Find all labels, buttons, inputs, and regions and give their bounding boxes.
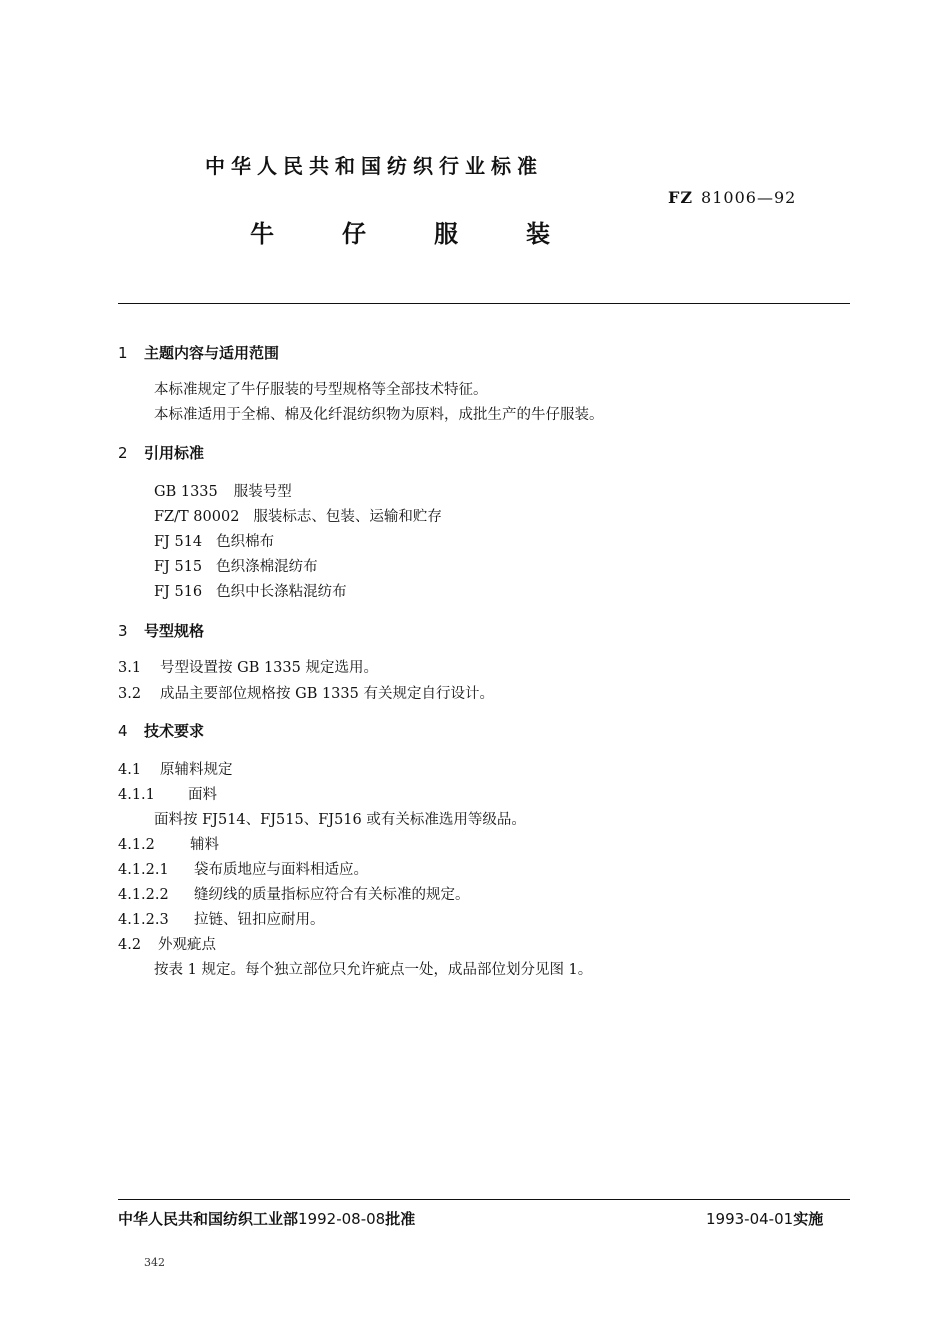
standard-code [668, 188, 796, 207]
reference-item: GB 1335 服装号型 [154, 484, 292, 500]
paragraph: 本标准规定了牛仔服装的号型规格等全部技术特征。 [154, 382, 488, 398]
reference-item: FJ 516 色织中长涤粘混纺布 [154, 584, 347, 600]
page-number: 342 [144, 1256, 165, 1269]
title-char: 装 [526, 220, 550, 248]
paragraph: 面料按 FJ514、FJ515、FJ516 或有关标准选用等级品。 [154, 812, 526, 828]
implementation-line: 1993-04-01实施 [706, 1210, 824, 1228]
section-heading-4: 4 技术要求 [118, 722, 205, 740]
paragraph: 按表 1 规定。每个独立部位只允许疵点一处，成品部位划分见图 1。 [154, 962, 593, 978]
clause-item: 4.1.2.1 袋布质地应与面料相适应。 [118, 862, 368, 878]
clause-item: 4.1.2.3 拉链、钮扣应耐用。 [118, 912, 325, 928]
paragraph: 本标准适用于全棉、棉及化纤混纺织物为原料，成批生产的牛仔服装。 [154, 407, 604, 423]
section-heading-3: 3 号型规格 [118, 622, 205, 640]
header-divider [118, 303, 850, 304]
title-char: 牛 [250, 220, 274, 248]
reference-item: FJ 514 色织棉布 [154, 534, 275, 550]
footer-divider [118, 1199, 850, 1200]
clause-item: 3.1 号型设置按 GB 1335 规定选用。 [118, 660, 378, 676]
clause-item: 4.1.2.2 缝纫线的质量指标应符合有关标准的规定。 [118, 887, 470, 903]
clause-item: 4.1.1 面料 [118, 787, 217, 803]
title-char: 服 [434, 220, 458, 248]
standard-code-number: 81006—92 [701, 188, 797, 207]
section-heading-2: 2 引用标准 [118, 444, 205, 462]
clause-item: 4.1 原辅料规定 [118, 762, 233, 778]
approval-line: 中华人民共和国纺织工业部1992-08-08批准 [118, 1210, 416, 1228]
clause-item: 4.2 外观疵点 [118, 937, 216, 953]
title-char: 仔 [342, 220, 366, 248]
section-heading-1: 1 主题内容与适用范围 [118, 344, 280, 362]
clause-item: 4.1.2 辅料 [118, 837, 219, 853]
clause-item: 3.2 成品主要部位规格按 GB 1335 有关规定自行设计。 [118, 686, 494, 702]
reference-item: FZ/T 80002 服装标志、包装、运输和贮存 [154, 509, 442, 525]
standard-code-prefix: FZ [668, 188, 694, 207]
standard-category: 中华人民共和国纺织行业标准 [205, 154, 543, 178]
document-title [250, 214, 550, 249]
reference-item: FJ 515 色织涤棉混纺布 [154, 559, 318, 575]
